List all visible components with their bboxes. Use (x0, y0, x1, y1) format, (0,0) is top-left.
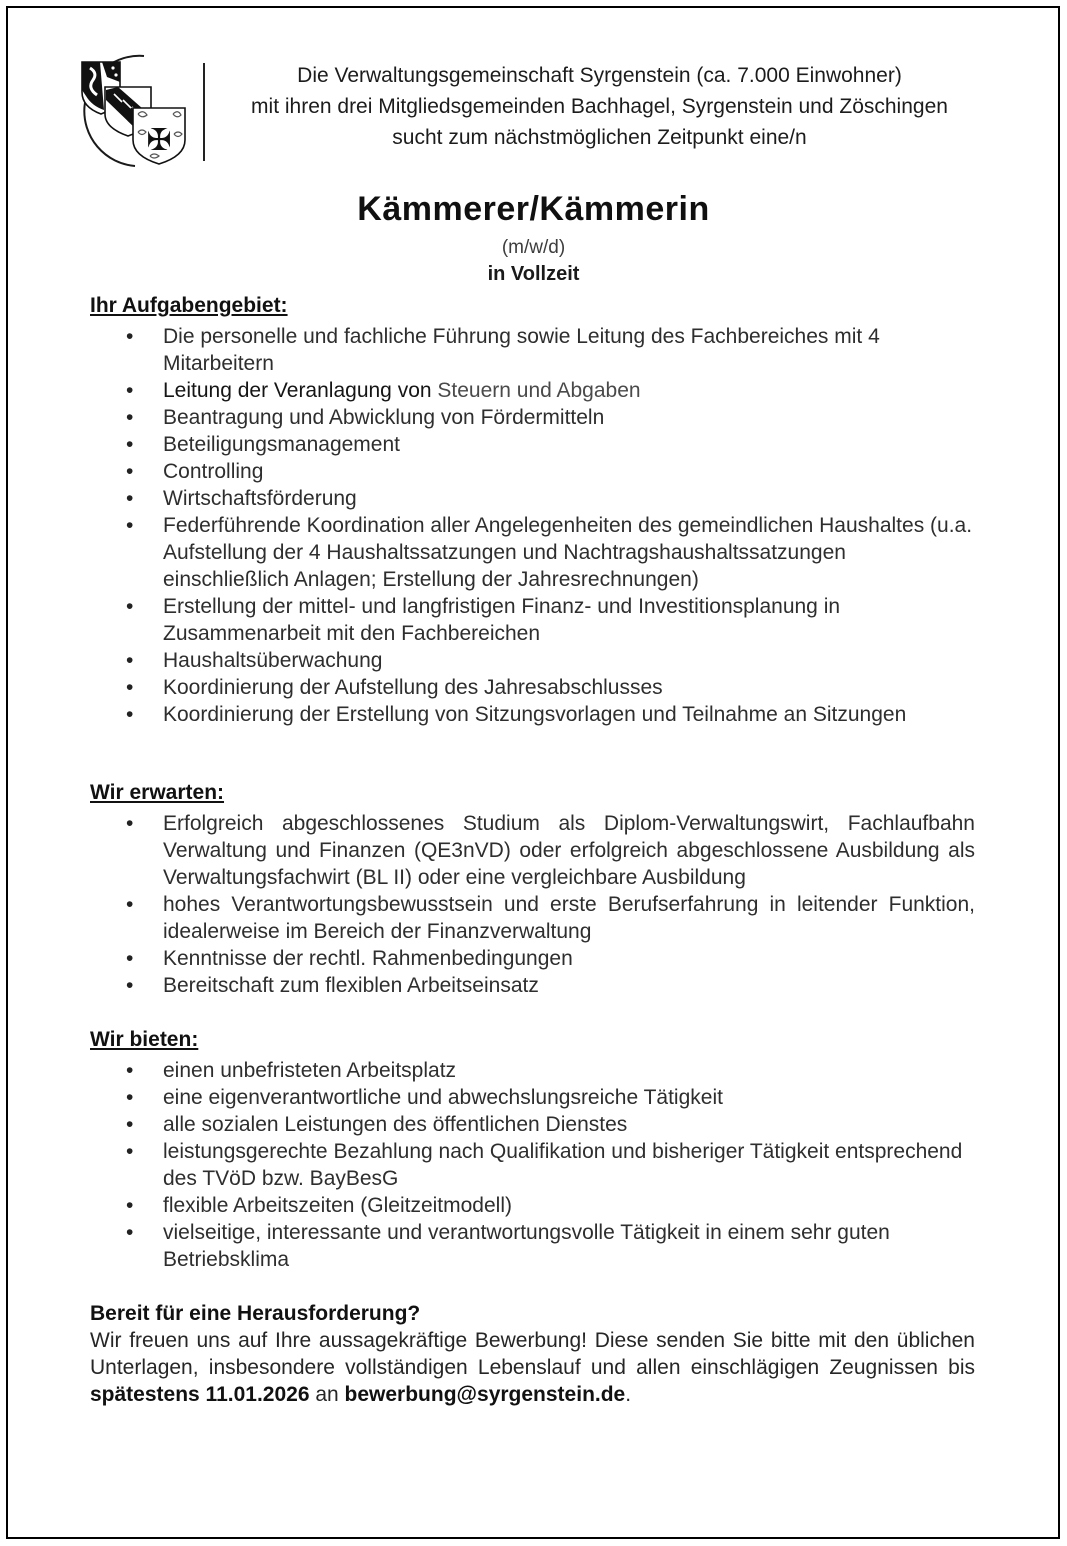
title-block (0, 190, 1067, 286)
list-item: • Bereitschaft zum flexiblen Arbeitseinsatz (90, 972, 975, 999)
tasks-list (90, 323, 975, 728)
closing-text: Wir freuen uns auf Ihre aussagekräftige Bewerbung! Diese senden Sie bitte mit den üblichen Unterlagen, insbesondere vollständigen Lebenslauf und allen einschlägigen Zeugnissen bis (90, 1329, 975, 1379)
list-item: • Beteiligungsmanagement (90, 431, 975, 458)
email-address: bewerbung@syrgenstein.de (344, 1383, 626, 1406)
application-deadline: spätestens 11.01.2026 (90, 1383, 310, 1406)
tasks-heading: Ihr Aufgabengebiet: (90, 294, 288, 317)
crest-shield-3 (133, 108, 185, 164)
list-item: • leistungsgerechte Bezahlung nach Qualifikation und bisheriger Tätigkeit entsprechend des TVöD bzw. BayBesG (90, 1138, 975, 1192)
header-line-1: Die Verwaltungsgemeinschaft Syrgenstein (ca. 7.000 Einwohner) (297, 64, 902, 87)
list-item (90, 377, 975, 404)
offer-list (90, 1057, 975, 1273)
list-item: • Beantragung und Abwicklung von Fördermitteln (90, 404, 975, 431)
svg-text:✠: ✠ (146, 123, 172, 158)
section-offer (90, 1027, 975, 1273)
list-item: • alle sozialen Leistungen des öffentlichen Dienstes (90, 1111, 975, 1138)
list-item: • Koordinierung der Erstellung von Sitzungsvorlagen und Teilnahme an Sitzungen (90, 701, 975, 728)
closing-text: . (625, 1383, 632, 1406)
list-item: • vielseitige, interessante und verantwortungsvolle Tätigkeit in einem sehr guten Betriebsklima (90, 1219, 975, 1273)
header-text (210, 50, 989, 153)
closing-text: an (309, 1383, 345, 1406)
closing-paragraph (90, 1327, 975, 1408)
header (0, 0, 1067, 174)
list-item: • Koordinierung der Aufstellung des Jahresabschlusses (90, 674, 975, 701)
gender-note: (m/w/d) (501, 237, 566, 258)
section-tasks (90, 293, 975, 728)
list-item: • Federführende Koordination aller Angelegenheiten des gemeindlichen Haushaltes (u.a. Aufstellung der 4 Haushaltssatzungen und Nachtragshaushaltssatzungen einschließlich Anlagen; Erstellung der Jahresrechnungen) (90, 512, 975, 593)
list-item: • hohes Verantwortungsbewusstsein und erste Berufserfahrung in leitender Funktion, idealerweise im Bereich der Finanzverwaltung (90, 891, 975, 945)
list-item: • Erstellung der mittel- und langfristigen Finanz- und Investitionsplanung in Zusammenarbeit mit den Fachbereichen (90, 593, 975, 647)
expectations-heading: Wir erwarten: (90, 781, 225, 804)
employment-type: in Vollzeit (487, 263, 580, 285)
job-title: Kämmerer/Kämmerin (357, 190, 710, 228)
list-item: • Controlling (90, 458, 975, 485)
offer-heading: Wir bieten: (90, 1028, 199, 1051)
closing-heading: Bereit für eine Herausforderung? (90, 1302, 421, 1325)
header-line-3: sucht zum nächstmöglichen Zeitpunkt eine/n (392, 126, 807, 149)
section-closing (90, 1300, 975, 1408)
list-item: • einen unbefristeten Arbeitsplatz (90, 1057, 975, 1084)
list-item-segment: Leitung der Veranlagung von (163, 379, 438, 402)
list-item: • eine eigenverantwortliche und abwechslungsreiche Tätigkeit (90, 1084, 975, 1111)
header-line-2: mit ihren drei Mitgliedsgemeinden Bachhagel, Syrgenstein und Zöschingen (251, 95, 948, 118)
list-item: • Die personelle und fachliche Führung sowie Leitung des Fachbereiches mit 4 Mitarbeitern (90, 323, 975, 377)
list-item-segment: Steuern und Abgaben (437, 379, 641, 402)
municipal-crest-logo (60, 50, 210, 174)
expectations-list (90, 810, 975, 999)
list-item: • Haushaltsüberwachung (90, 647, 975, 674)
list-item: • flexible Arbeitszeiten (Gleitzeitmodell) (90, 1192, 975, 1219)
list-item: • Erfolgreich abgeschlossenes Studium als Diplom-Verwaltungswirt, Fachlaufbahn Verwaltung und Finanzen (QE3nVD) oder erfolgreich abgeschlossene Ausbildung als Verwaltungsfachwirt (BL II) oder eine vergleichbare Ausbildung (90, 810, 975, 891)
list-item: • Wirtschaftsförderung (90, 485, 975, 512)
content (0, 286, 1067, 1408)
section-expectations (90, 780, 975, 999)
list-item: • Kenntnisse der rechtl. Rahmenbedingungen (90, 945, 975, 972)
crest-divider-rule (203, 63, 205, 161)
